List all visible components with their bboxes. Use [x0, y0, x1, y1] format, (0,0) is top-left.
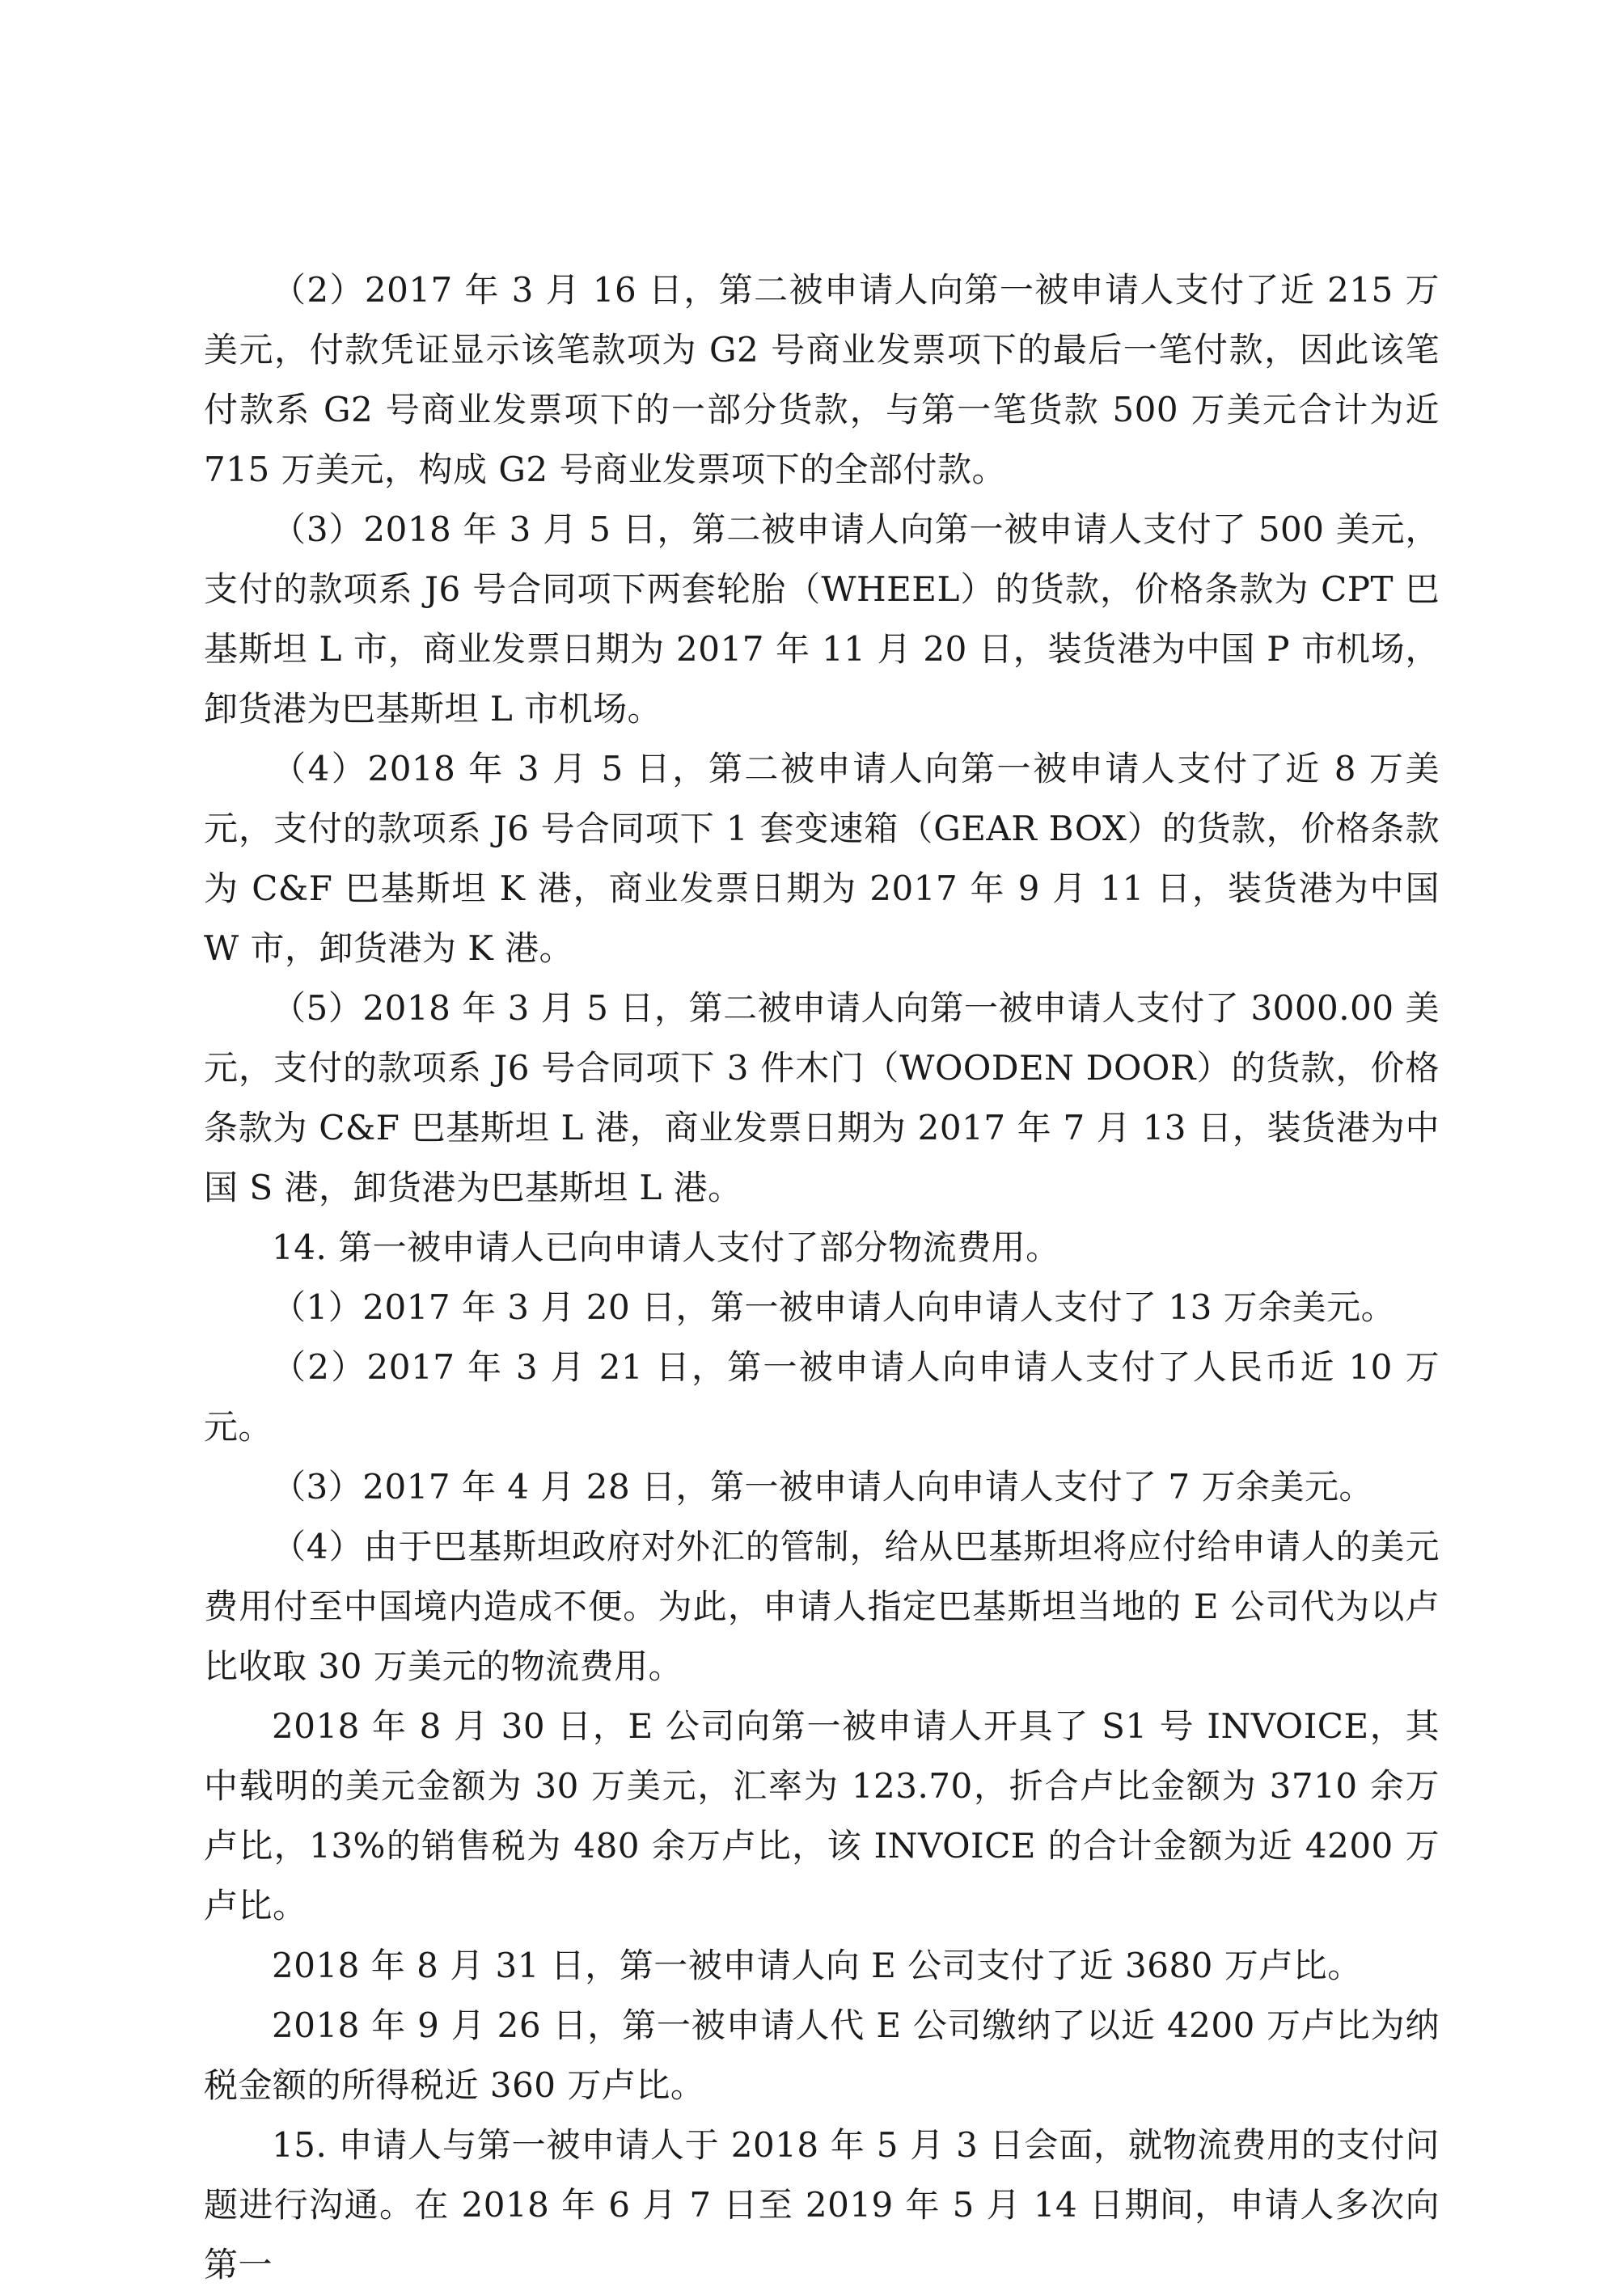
- paragraph-income-tax: 2018 年 9 月 26 日，第一被申请人代 E 公司缴纳了以近 4200 万卢比为纳税金额的所得税近 360 万卢比。: [204, 2005, 1440, 2105]
- paragraph-14-2: （2）2017 年 3 月 21 日，第一被申请人向申请人支付了人民币近 10 万元。: [204, 1347, 1440, 1447]
- paragraph-2-4-payment: （4）2018 年 3 月 5 日，第二被申请人向第一被申请人支付了近 8 万美元，支付的款项系 J6 号合同项下 1 套变速箱（GEAR BOX）的货款，价格条款为 C&F 巴基斯坦 K 港，商业发票日期为 2017 年 9 月 11 日，装货港为中国 W 市，卸货港为 K 港。: [204, 749, 1440, 968]
- paragraph-2-2-payment: （2）2017 年 3 月 16 日，第二被申请人向第一被申请人支付了近 215 万美元，付款凭证显示该笔款项为 G2 号商业发票项下的最后一笔付款，因此该笔付款系 G2 号商业发票项下的一部分货款，与第一笔货款 500 万美元合计为近 715 万美元，构成 G2 号商业发票项下的全部付款。: [204, 270, 1440, 489]
- paragraph-2-5-payment: （5）2018 年 3 月 5 日，第二被申请人向第一被申请人支付了 3000.00 美元，支付的款项系 J6 号合同项下 3 件木门（WOODEN DOOR）的货款，价格条款为 C&F 巴基斯坦 L 港，商业发票日期为 2017 年 7 月 13 日，装货港为中国 S 港，卸货港为巴基斯坦 L 港。: [204, 988, 1440, 1207]
- paragraph-14-4: （4）由于巴基斯坦政府对外汇的管制，给从巴基斯坦将应付给申请人的美元费用付至中国境内造成不便。为此，申请人指定巴基斯坦当地的 E 公司代为以卢比收取 30 万美元的物流费用。: [204, 1527, 1440, 1686]
- paragraph-14-1: （1）2017 年 3 月 20 日，第一被申请人向申请人支付了 13 万余美元。: [272, 1287, 1396, 1327]
- paragraph-2-3-payment: （3）2018 年 3 月 5 日，第二被申请人向第一被申请人支付了 500 美元，支付的款项系 J6 号合同项下两套轮胎（WHEEL）的货款，价格条款为 CPT 巴基斯坦 L 市，商业发票日期为 2017 年 11 月 20 日，装货港为中国 P 市机场，卸货港为巴基斯坦 L 市机场。: [204, 509, 1440, 729]
- paragraph-15: 15. 申请人与第一被申请人于 2018 年 5 月 3 日会面，就物流费用的支付问题进行沟通。在 2018 年 6 月 7 日至 2019 年 5 月 14 日期间，申请人多次向第一: [204, 2125, 1440, 2284]
- document-body: [204, 260, 1440, 2295]
- paragraph-14-heading: 14. 第一被申请人已向申请人支付了部分物流费用。: [272, 1228, 1060, 1267]
- paragraph-payment-to-e: 2018 年 8 月 31 日，第一被申请人向 E 公司支付了近 3680 万卢比。: [272, 1946, 1362, 1985]
- paragraph-invoice: 2018 年 8 月 30 日，E 公司向第一被申请人开具了 S1 号 INVOICE，其中载明的美元金额为 30 万美元，汇率为 123.70，折合卢比金额为 3710 余万卢比，13%的销售税为 480 余万卢比，该 INVOICE 的合计金额为近 4200 万卢比。: [204, 1706, 1440, 1925]
- paragraph-14-3: （3）2017 年 4 月 28 日，第一被申请人向申请人支付了 7 万余美元。: [272, 1467, 1373, 1507]
